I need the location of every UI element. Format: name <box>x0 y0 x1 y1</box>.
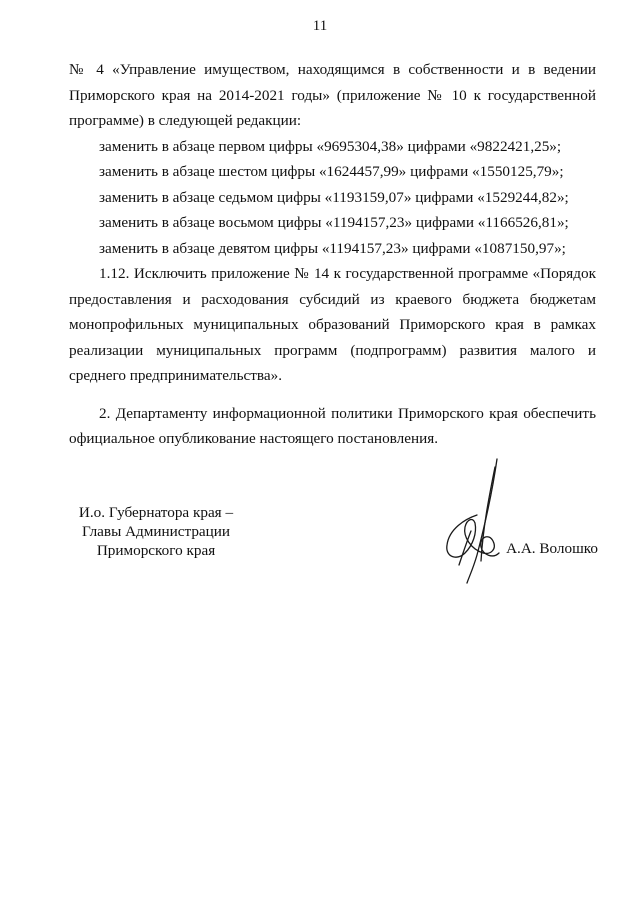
amendment-line-first: заменить в абзаце первом цифры «9695304,38» цифрами «9822421,25»; <box>99 137 562 155</box>
signatory-title <box>40 503 272 560</box>
signatory-name: А.А. Волошко <box>506 540 598 557</box>
paragraph-item-1-12: 1.12. Исключить приложение № 14 к государственной программе «Порядок предоставления и расходования субсидий из краевого бюджета бюджетам монопрофильных муниципальных образований Приморского края в рамках реализации муниципальных программ (подпрограмм) развития малого и среднего предпринимательства». <box>69 265 596 384</box>
page-number: 11 <box>312 18 328 34</box>
paragraph-subprogram-name: № 4 «Управление имуществом, находящимся в собственности и в ведении Приморского края на 2014-2021 годы» (приложение № 10 к государственной программе) в следующей редакции: <box>69 61 596 129</box>
signatory-title-line: Приморского края <box>96 542 216 559</box>
handwritten-signature <box>437 457 509 585</box>
signatory-title-line: И.о. Губернатора края – <box>78 504 234 521</box>
paragraph-item-2: 2. Департаменту информационной политики Приморского края обеспечить официальное опубликование настоящего постановления. <box>69 404 596 447</box>
document-body <box>69 57 596 452</box>
amendment-line-sixth: заменить в абзаце шестом цифры «1624457,99» цифрами «1550125,79»; <box>99 163 564 180</box>
signatory-title-line: Главы Администрации <box>81 523 231 540</box>
amendment-line-ninth: заменить в абзаце девятом цифры «1194157,23» цифрами «1087150,97»; <box>99 239 566 257</box>
amendment-line-seventh: заменить в абзаце седьмом цифры «1193159,07» цифрами «1529244,82»; <box>99 188 569 206</box>
amendment-line-eighth: заменить в абзаце восьмом цифры «1194157,23» цифрами «1166526,81»; <box>99 214 569 231</box>
